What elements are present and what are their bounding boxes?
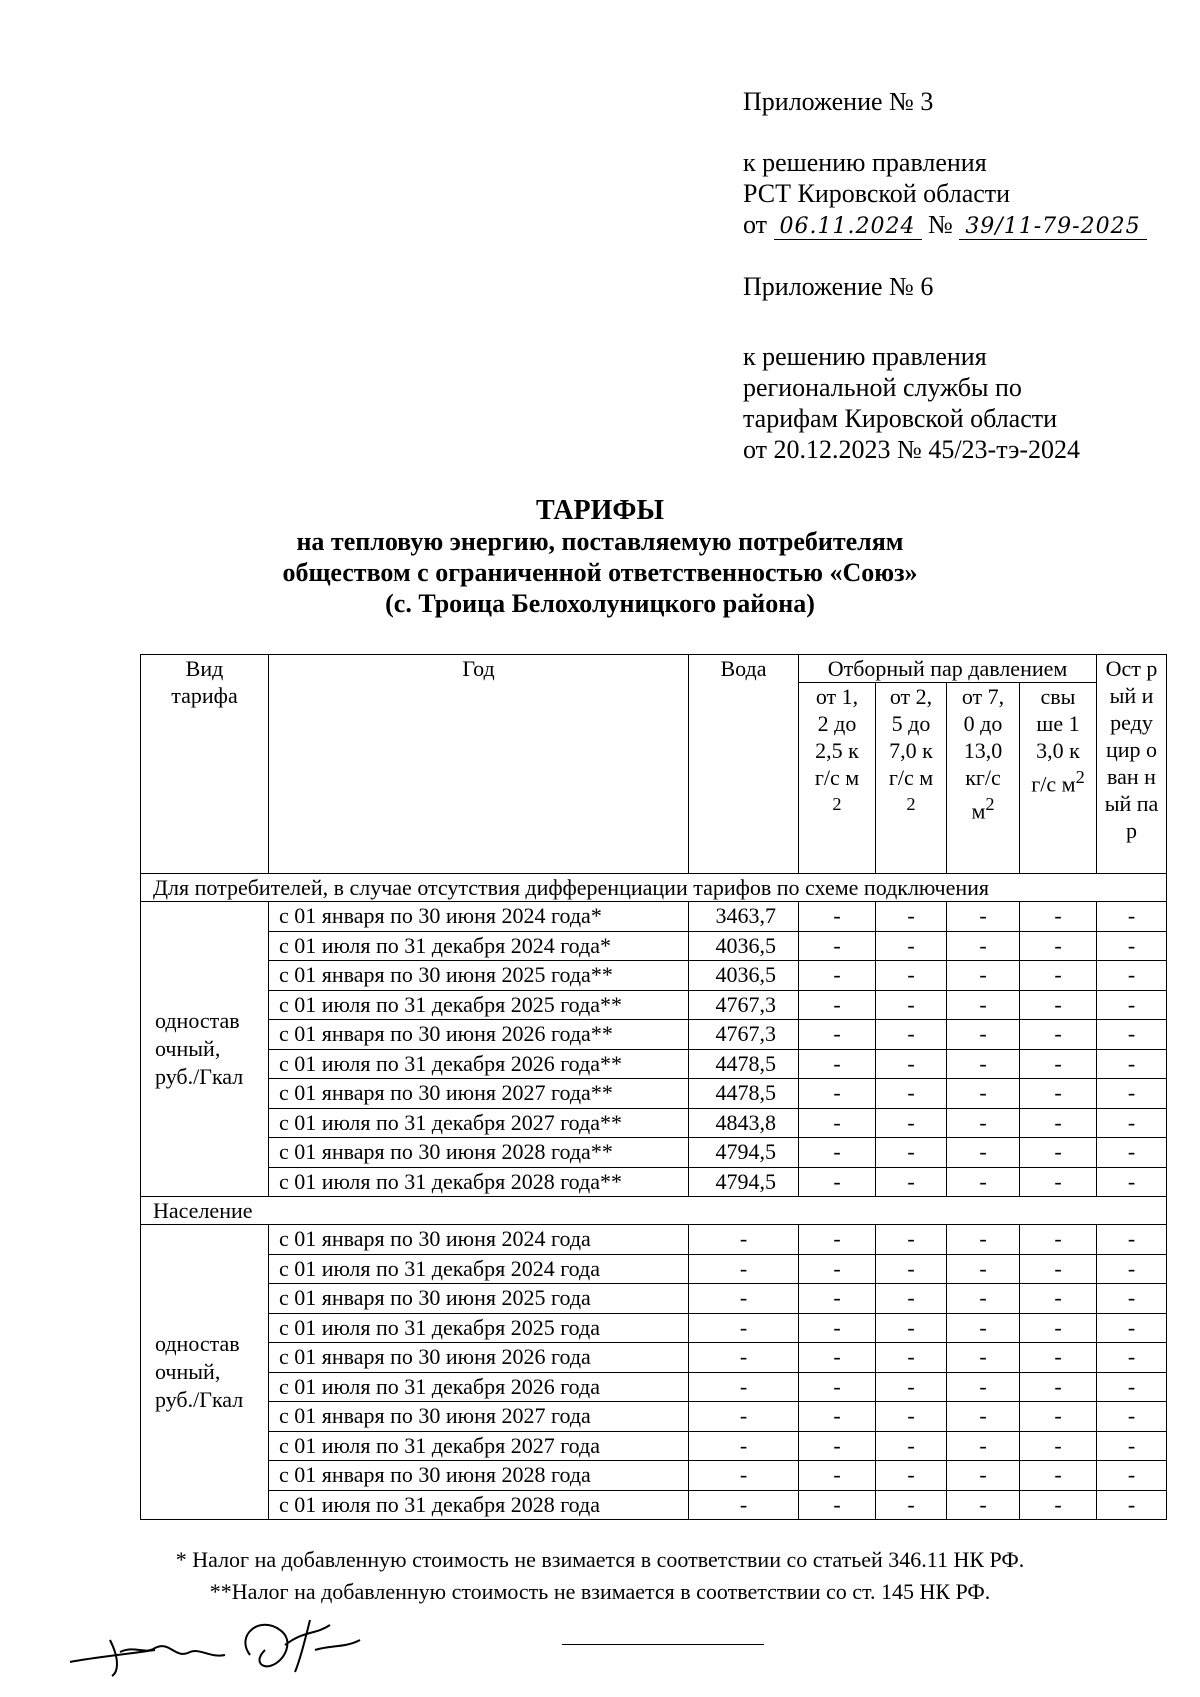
table-row bbox=[141, 1254, 1167, 1284]
header-steam-4: свы ше 13,0 кг/с $м^2$ bbox=[1020, 683, 1097, 874]
table-row bbox=[141, 1020, 1167, 1050]
steam-3-cell: - bbox=[947, 1490, 1020, 1520]
tariff-table bbox=[140, 654, 1167, 1520]
heading-line2: обществом с ограниченной ответственностью «Союз» bbox=[282, 558, 918, 587]
period-cell: с 01 июля по 31 декабря 2025 года** bbox=[269, 990, 689, 1020]
sharp-steam-cell: - bbox=[1097, 1049, 1167, 1079]
steam-3-cell: - bbox=[947, 1167, 1020, 1197]
table-row bbox=[141, 1049, 1167, 1079]
tariff-kind-cell: одностав очный, руб./Гкал bbox=[141, 902, 269, 1197]
steam-4-cell: - bbox=[1020, 1049, 1097, 1079]
water-value-cell: 4478,5 bbox=[689, 1079, 799, 1109]
steam-1-cell: - bbox=[799, 1108, 876, 1138]
period-cell: с 01 января по 30 июня 2024 года* bbox=[269, 902, 689, 932]
water-value-cell: 4767,3 bbox=[689, 990, 799, 1020]
steam-1-cell: - bbox=[799, 1049, 876, 1079]
section-title: Для потребителей, в случае отсутствия дифференциации тарифов по схеме подключения bbox=[141, 874, 1167, 902]
water-value-cell: 4843,8 bbox=[689, 1108, 799, 1138]
number-prefix: № bbox=[928, 210, 953, 239]
steam-2-cell: - bbox=[876, 1402, 947, 1432]
appendix-6-line1: к решению правления bbox=[743, 342, 987, 371]
steam-2-cell: - bbox=[876, 1313, 947, 1343]
water-value-cell: 3463,7 bbox=[689, 902, 799, 932]
steam-3-cell: - bbox=[947, 1108, 1020, 1138]
header-steam-2: от 2,5 до 7,0 кг/с $м^2$ bbox=[876, 683, 947, 874]
steam-4-cell: - bbox=[1020, 1167, 1097, 1197]
steam-2-cell: - bbox=[876, 990, 947, 1020]
period-cell: с 01 июля по 31 декабря 2028 года** bbox=[269, 1167, 689, 1197]
sharp-steam-cell: - bbox=[1097, 1431, 1167, 1461]
steam-1-cell: - bbox=[799, 1461, 876, 1491]
steam-4-cell: - bbox=[1020, 1254, 1097, 1284]
header-steam-3: от 7,0 до 13,0 кг/с $м^2$ bbox=[947, 683, 1020, 874]
appendix-3-line1: к решению правления bbox=[743, 148, 987, 177]
steam-1-cell: - bbox=[799, 1490, 876, 1520]
sharp-steam-cell: - bbox=[1097, 1167, 1167, 1197]
table-row bbox=[141, 1461, 1167, 1491]
signature-line bbox=[562, 1644, 764, 1645]
steam-2-cell: - bbox=[876, 1079, 947, 1109]
sharp-steam-cell: - bbox=[1097, 1254, 1167, 1284]
steam-3-cell: - bbox=[947, 1372, 1020, 1402]
period-cell: с 01 января по 30 июня 2026 года** bbox=[269, 1020, 689, 1050]
steam-2-cell: - bbox=[876, 961, 947, 991]
water-value-cell: - bbox=[689, 1372, 799, 1402]
steam-4-cell: - bbox=[1020, 961, 1097, 991]
steam-4-cell: - bbox=[1020, 1108, 1097, 1138]
steam-2-cell: - bbox=[876, 1225, 947, 1255]
water-value-cell: 4767,3 bbox=[689, 1020, 799, 1050]
sharp-steam-cell: - bbox=[1097, 1225, 1167, 1255]
sharp-steam-cell: - bbox=[1097, 902, 1167, 932]
heading-line3: (с. Троица Белохолуницкого района) bbox=[385, 589, 815, 618]
water-value-cell: - bbox=[689, 1225, 799, 1255]
steam-4-cell: - bbox=[1020, 931, 1097, 961]
steam-3-cell: - bbox=[947, 1254, 1020, 1284]
period-cell: с 01 июля по 31 декабря 2024 года bbox=[269, 1254, 689, 1284]
period-cell: с 01 января по 30 июня 2026 года bbox=[269, 1343, 689, 1373]
steam-1-cell: - bbox=[799, 1372, 876, 1402]
period-cell: с 01 января по 30 июня 2027 года** bbox=[269, 1079, 689, 1109]
appendix-3-line2: РСТ Кировской области bbox=[743, 179, 1011, 208]
steam-2-cell: - bbox=[876, 1343, 947, 1373]
steam-2-cell: - bbox=[876, 902, 947, 932]
steam-3-cell: - bbox=[947, 1284, 1020, 1314]
steam-1-cell: - bbox=[799, 1313, 876, 1343]
steam-4-cell: - bbox=[1020, 1313, 1097, 1343]
heading-title: ТАРИФЫ bbox=[536, 495, 664, 526]
sharp-steam-cell: - bbox=[1097, 1138, 1167, 1168]
steam-4-cell: - bbox=[1020, 1402, 1097, 1432]
water-value-cell: - bbox=[689, 1343, 799, 1373]
steam-1-cell: - bbox=[799, 990, 876, 1020]
sharp-steam-cell: - bbox=[1097, 1108, 1167, 1138]
section-header-row bbox=[141, 1197, 1167, 1225]
header-kind: Вид тарифа bbox=[141, 655, 269, 874]
sharp-steam-cell: - bbox=[1097, 1079, 1167, 1109]
period-cell: с 01 июля по 31 декабря 2024 года* bbox=[269, 931, 689, 961]
steam-3-cell: - bbox=[947, 1138, 1020, 1168]
header-water: Вода bbox=[689, 655, 799, 874]
sharp-steam-cell: - bbox=[1097, 990, 1167, 1020]
appendix-3-date-line bbox=[743, 209, 1147, 240]
sharp-steam-cell: - bbox=[1097, 1402, 1167, 1432]
steam-4-cell: - bbox=[1020, 1372, 1097, 1402]
table-row bbox=[141, 902, 1167, 932]
steam-3-cell: - bbox=[947, 1225, 1020, 1255]
sharp-steam-cell: - bbox=[1097, 1020, 1167, 1050]
sharp-steam-cell: - bbox=[1097, 1372, 1167, 1402]
steam-3-cell: - bbox=[947, 1431, 1020, 1461]
steam-4-cell: - bbox=[1020, 1284, 1097, 1314]
period-cell: с 01 июля по 31 декабря 2028 года bbox=[269, 1490, 689, 1520]
table-row bbox=[141, 1284, 1167, 1314]
water-value-cell: 4794,5 bbox=[689, 1138, 799, 1168]
period-cell: с 01 июля по 31 декабря 2026 года bbox=[269, 1372, 689, 1402]
appendix-6-line4: от 20.12.2023 № 45/23-тэ-2024 bbox=[743, 435, 1081, 464]
steam-2-cell: - bbox=[876, 1461, 947, 1491]
steam-1-cell: - bbox=[799, 1225, 876, 1255]
steam-4-cell: - bbox=[1020, 1079, 1097, 1109]
steam-1-cell: - bbox=[799, 931, 876, 961]
steam-4-cell: - bbox=[1020, 1020, 1097, 1050]
table-row bbox=[141, 1079, 1167, 1109]
sharp-steam-cell: - bbox=[1097, 1461, 1167, 1491]
steam-2-cell: - bbox=[876, 1431, 947, 1461]
water-value-cell: - bbox=[689, 1254, 799, 1284]
steam-1-cell: - bbox=[799, 1402, 876, 1432]
sharp-steam-cell: - bbox=[1097, 1313, 1167, 1343]
steam-1-cell: - bbox=[799, 1431, 876, 1461]
steam-4-cell: - bbox=[1020, 1138, 1097, 1168]
appendix-3-title: Приложение № 3 bbox=[743, 87, 934, 116]
table-row bbox=[141, 1313, 1167, 1343]
steam-1-cell: - bbox=[799, 1254, 876, 1284]
steam-2-cell: - bbox=[876, 1490, 947, 1520]
steam-1-cell: - bbox=[799, 1138, 876, 1168]
sharp-steam-cell: - bbox=[1097, 1343, 1167, 1373]
steam-3-cell: - bbox=[947, 990, 1020, 1020]
steam-2-cell: - bbox=[876, 1020, 947, 1050]
steam-2-cell: - bbox=[876, 1049, 947, 1079]
water-value-cell: 4794,5 bbox=[689, 1167, 799, 1197]
table-row bbox=[141, 1490, 1167, 1520]
sharp-steam-cell: - bbox=[1097, 931, 1167, 961]
water-value-cell: - bbox=[689, 1431, 799, 1461]
steam-3-cell: - bbox=[947, 1343, 1020, 1373]
handwritten-signature bbox=[60, 1600, 380, 1680]
steam-3-cell: - bbox=[947, 961, 1020, 991]
water-value-cell: - bbox=[689, 1402, 799, 1432]
steam-1-cell: - bbox=[799, 902, 876, 932]
steam-4-cell: - bbox=[1020, 1343, 1097, 1373]
period-cell: с 01 января по 30 июня 2027 года bbox=[269, 1402, 689, 1432]
table-row bbox=[141, 1167, 1167, 1197]
footnote-1: * Налог на добавленную стоимость не взимается в соответствии со статьей 346.11 НК РФ. bbox=[175, 1547, 1025, 1572]
steam-2-cell: - bbox=[876, 1372, 947, 1402]
steam-3-cell: - bbox=[947, 1313, 1020, 1343]
water-value-cell: 4036,5 bbox=[689, 961, 799, 991]
steam-3-cell: - bbox=[947, 1020, 1020, 1050]
table-row bbox=[141, 1431, 1167, 1461]
water-value-cell: - bbox=[689, 1313, 799, 1343]
handwritten-date: 06.11.2024 bbox=[774, 215, 922, 240]
section-title: Население bbox=[141, 1197, 1167, 1225]
period-cell: с 01 июля по 31 декабря 2026 года** bbox=[269, 1049, 689, 1079]
appendix-6-line3: тарифам Кировской области bbox=[743, 404, 1058, 433]
steam-1-cell: - bbox=[799, 1343, 876, 1373]
steam-2-cell: - bbox=[876, 1254, 947, 1284]
steam-1-cell: - bbox=[799, 1020, 876, 1050]
steam-1-cell: - bbox=[799, 1079, 876, 1109]
steam-4-cell: - bbox=[1020, 1431, 1097, 1461]
appendix-6-line2: региональной службы по bbox=[743, 373, 1022, 402]
water-value-cell: - bbox=[689, 1490, 799, 1520]
steam-2-cell: - bbox=[876, 1138, 947, 1168]
period-cell: с 01 июля по 31 декабря 2025 года bbox=[269, 1313, 689, 1343]
table-row bbox=[141, 961, 1167, 991]
handwritten-number: 39/11-79-2025 bbox=[959, 215, 1146, 240]
sharp-steam-cell: - bbox=[1097, 1284, 1167, 1314]
table-row bbox=[141, 1138, 1167, 1168]
sharp-steam-cell: - bbox=[1097, 961, 1167, 991]
steam-3-cell: - bbox=[947, 902, 1020, 932]
table-row bbox=[141, 990, 1167, 1020]
table-row bbox=[141, 1225, 1167, 1255]
period-cell: с 01 января по 30 июня 2024 года bbox=[269, 1225, 689, 1255]
steam-1-cell: - bbox=[799, 1167, 876, 1197]
sharp-steam-cell: - bbox=[1097, 1490, 1167, 1520]
steam-4-cell: - bbox=[1020, 990, 1097, 1020]
table-row bbox=[141, 931, 1167, 961]
footnote-2: **Налог на добавленную стоимость не взимается в соответствии со ст. 145 НК РФ. bbox=[209, 1579, 991, 1604]
period-cell: с 01 января по 30 июня 2028 года** bbox=[269, 1138, 689, 1168]
table-row bbox=[141, 1343, 1167, 1373]
water-value-cell: - bbox=[689, 1461, 799, 1491]
water-value-cell: 4036,5 bbox=[689, 931, 799, 961]
steam-4-cell: - bbox=[1020, 902, 1097, 932]
steam-2-cell: - bbox=[876, 1167, 947, 1197]
steam-4-cell: - bbox=[1020, 1490, 1097, 1520]
header-steam: Отборный пар давлением bbox=[799, 655, 1097, 683]
steam-4-cell: - bbox=[1020, 1225, 1097, 1255]
heading-line1: на тепловую энергию, поставляемую потребителям bbox=[296, 527, 904, 556]
water-value-cell: - bbox=[689, 1284, 799, 1314]
period-cell: с 01 января по 30 июня 2028 года bbox=[269, 1461, 689, 1491]
steam-2-cell: - bbox=[876, 1108, 947, 1138]
steam-1-cell: - bbox=[799, 1284, 876, 1314]
appendix-6-title: Приложение № 6 bbox=[743, 272, 934, 301]
steam-3-cell: - bbox=[947, 1402, 1020, 1432]
date-prefix: от bbox=[743, 210, 768, 239]
steam-2-cell: - bbox=[876, 931, 947, 961]
steam-3-cell: - bbox=[947, 1049, 1020, 1079]
header-year: Год bbox=[269, 655, 689, 874]
steam-1-cell: - bbox=[799, 961, 876, 991]
header-sharp-steam: Ост рый и реду цир ован ный пар bbox=[1097, 655, 1167, 874]
steam-3-cell: - bbox=[947, 1461, 1020, 1491]
period-cell: с 01 января по 30 июня 2025 года bbox=[269, 1284, 689, 1314]
steam-2-cell: - bbox=[876, 1284, 947, 1314]
period-cell: с 01 июля по 31 декабря 2027 года bbox=[269, 1431, 689, 1461]
document-heading bbox=[0, 495, 1200, 619]
steam-3-cell: - bbox=[947, 1079, 1020, 1109]
period-cell: с 01 января по 30 июня 2025 года** bbox=[269, 961, 689, 991]
table-row bbox=[141, 1108, 1167, 1138]
period-cell: с 01 июля по 31 декабря 2027 года** bbox=[269, 1108, 689, 1138]
water-value-cell: 4478,5 bbox=[689, 1049, 799, 1079]
steam-4-cell: - bbox=[1020, 1461, 1097, 1491]
header-steam-1: от 1,2 до 2,5 кг/с $м^2$ bbox=[799, 683, 876, 874]
steam-3-cell: - bbox=[947, 931, 1020, 961]
section-header-row bbox=[141, 874, 1167, 902]
table-row bbox=[141, 1402, 1167, 1432]
tariff-kind-cell: одностав очный, руб./Гкал bbox=[141, 1225, 269, 1520]
table-row bbox=[141, 1372, 1167, 1402]
